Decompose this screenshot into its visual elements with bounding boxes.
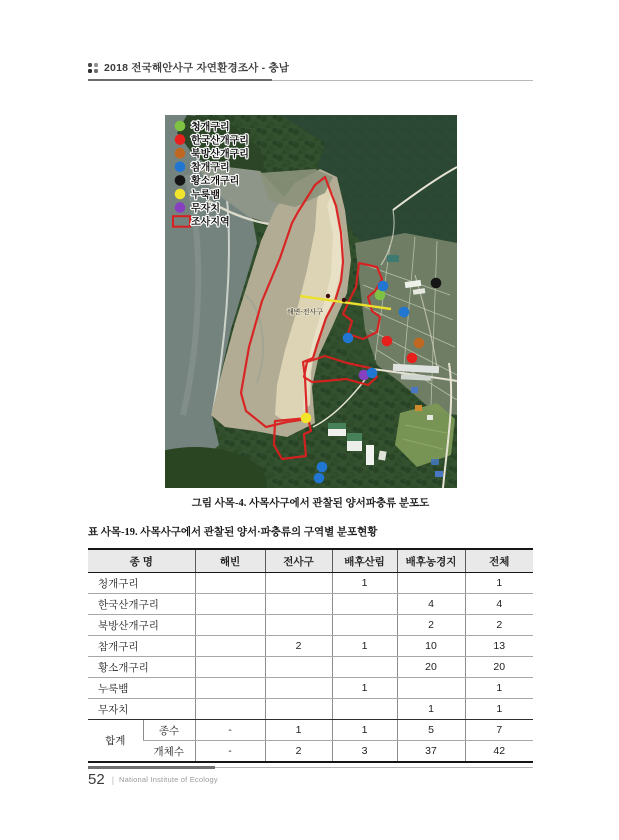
footer-separator: | [111,774,115,785]
table-row [88,657,533,678]
value-cell: 42 [465,741,533,763]
species-marker [407,353,418,364]
header-divider [88,78,533,81]
table-header-row [88,549,533,573]
value-cell: 1 [465,678,533,699]
value-cell: 4 [397,594,465,615]
value-cell: 4 [465,594,533,615]
value-cell: 1 [332,720,397,741]
legend-swatch-circle [175,175,186,186]
table-row [88,594,533,615]
totals-row [88,720,533,741]
figure-caption: 그림 사목-4. 사목사구에서 관찰된 양서파충류 분포도 [191,498,430,509]
column-header: 배후산림 [332,549,397,573]
value-cell: 5 [397,720,465,741]
value-cell: 1 [265,720,332,741]
value-cell [265,573,332,594]
table-row [88,636,533,657]
value-cell: 1 [332,636,397,657]
species-name-cell: 청개구리 [88,573,195,594]
value-cell: 2 [265,741,332,763]
species-marker [375,290,386,301]
value-cell [265,594,332,615]
species-marker [378,281,389,292]
value-cell [332,657,397,678]
legend-label: 북방산개구리 [191,149,249,160]
value-cell: 2 [397,615,465,636]
legend-swatch-circle [175,148,186,159]
value-cell [265,699,332,720]
species-name-cell: 무자치 [88,699,195,720]
legend-label: 청개구리 [191,121,230,133]
page-footer [88,771,218,788]
value-cell: - [195,741,265,763]
table-row [88,678,533,699]
legend-swatch-circle [175,202,186,213]
value-cell: 2 [265,636,332,657]
value-cell [195,657,265,678]
species-marker [414,338,425,349]
value-cell [265,657,332,678]
pond [431,459,439,465]
value-cell: - [195,720,265,741]
species-marker [317,462,328,473]
value-cell: 1 [465,573,533,594]
map-area-label: 해변-전사구 [286,309,324,316]
value-cell: 20 [397,657,465,678]
value-cell [265,678,332,699]
page-number: 52 [88,771,105,788]
value-cell [195,636,265,657]
legend-label: 조사지역 [191,217,230,228]
value-cell [195,699,265,720]
legend-label: 누룩뱀 [191,189,220,201]
legend-label: 한국산개구리 [191,135,249,147]
species-marker [399,307,410,318]
value-cell [195,573,265,594]
value-cell [332,594,397,615]
transect-point [342,298,346,302]
species-name-cell: 누룩뱀 [88,678,195,699]
column-header: 전체 [465,549,533,573]
species-name-cell: 북방산개구리 [88,615,195,636]
footer-divider [88,766,533,769]
table-row [88,699,533,720]
species-marker [343,333,354,344]
species-name-cell: 한국산개구리 [88,594,195,615]
value-cell: 1 [465,699,533,720]
value-cell [195,615,265,636]
satellite-map [165,115,457,488]
transect-point [326,294,330,298]
distribution-map [165,115,457,488]
value-cell: 1 [332,678,397,699]
column-header: 전사구 [265,549,332,573]
column-header: 종 명 [88,549,195,573]
distribution-table [88,548,533,763]
value-cell [195,678,265,699]
legend-swatch-circle [175,134,186,145]
value-cell [265,615,332,636]
legend-label: 황소개구리 [191,176,240,188]
value-cell [332,615,397,636]
value-cell: 37 [397,741,465,763]
species-marker [367,368,378,379]
totals-label-cell: 합계 [88,720,143,763]
totals-name-cell: 종수 [143,720,195,741]
value-cell: 3 [332,741,397,763]
legend-swatch-circle [175,189,186,200]
species-marker [301,413,312,424]
species-name-cell: 참개구리 [88,636,195,657]
table-row [88,573,533,594]
value-cell: 1 [332,573,397,594]
value-cell [195,594,265,615]
footer-organization: National Institute of Ecology [119,775,218,784]
pond [387,255,399,262]
species-marker [382,336,393,347]
header-dots-icon [88,63,98,73]
value-cell [332,699,397,720]
header-title: 2018 전국해안사구 자연환경조사 - 충남 [104,62,290,74]
legend-swatch-circle [175,162,186,173]
column-header: 배후농경지 [397,549,465,573]
legend-label: 무자치 [191,203,220,215]
species-marker [431,278,442,289]
column-header: 해빈 [195,549,265,573]
value-cell [397,573,465,594]
value-cell: 20 [465,657,533,678]
value-cell: 13 [465,636,533,657]
table-row [88,615,533,636]
value-cell: 7 [465,720,533,741]
value-cell [397,678,465,699]
value-cell: 2 [465,615,533,636]
table-title: 표 사목-19. 사목사구에서 관찰된 양서·파충류의 구역별 분포현황 [88,527,378,538]
species-marker [314,473,325,484]
value-cell: 1 [397,699,465,720]
value-cell: 10 [397,636,465,657]
totals-row [88,741,533,763]
species-name-cell: 황소개구리 [88,657,195,678]
legend-swatch-circle [175,121,186,132]
legend-label: 참개구리 [191,162,230,174]
totals-name-cell: 개체수 [153,745,184,758]
